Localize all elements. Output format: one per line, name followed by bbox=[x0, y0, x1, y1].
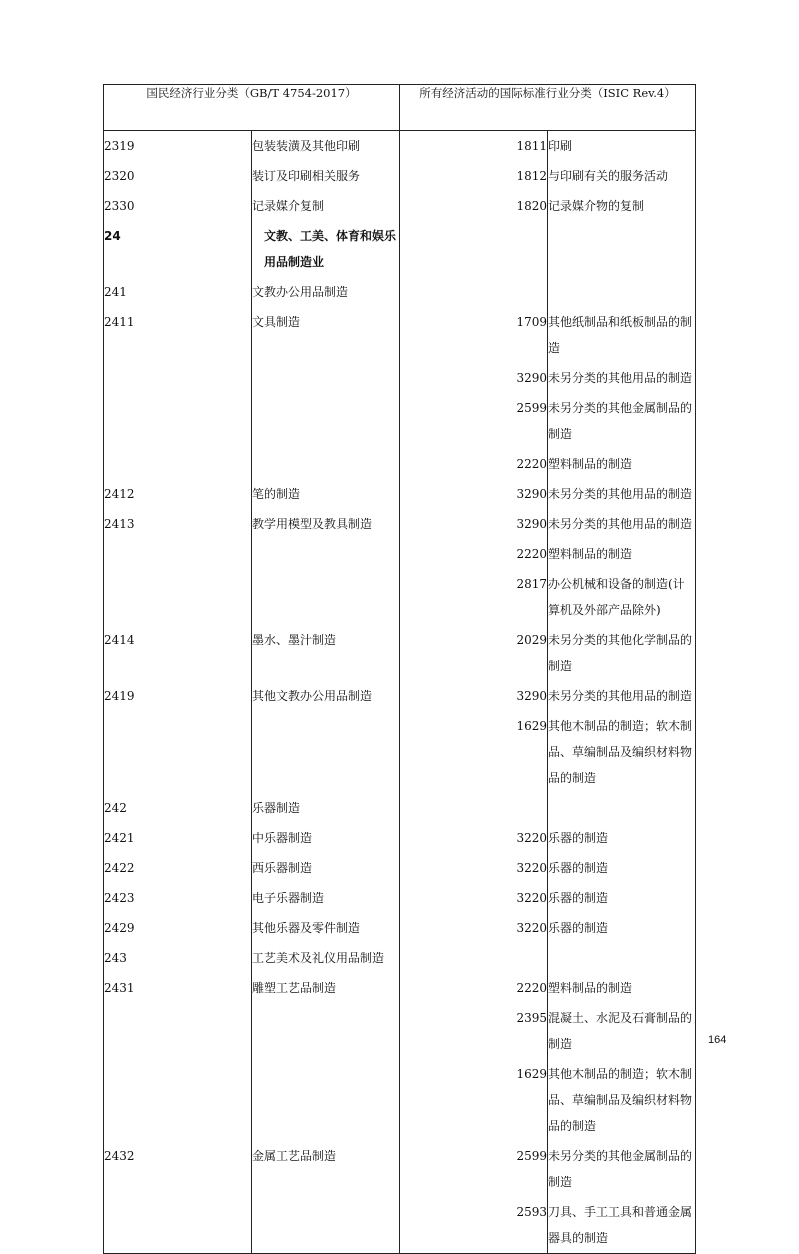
gbt-code-cell: 2414 bbox=[104, 625, 252, 681]
table-row bbox=[104, 307, 696, 363]
isic-name-cell bbox=[548, 793, 696, 823]
gbt-code-cell bbox=[104, 363, 252, 393]
isic-name-cell: 未另分类的其他金属制品的制造 bbox=[548, 401, 693, 441]
isic-code-cell: 3290 bbox=[400, 681, 548, 711]
isic-name-cell: 乐器的制造 bbox=[548, 861, 609, 875]
isic-header: 所有经济活动的国际标准行业分类（ISIC Rev.4） bbox=[400, 85, 696, 131]
gbt-name-cell: 装订及印刷相关服务 bbox=[252, 161, 400, 191]
isic-name-cell bbox=[548, 277, 696, 307]
isic-name-cell: 其他木制品的制造；软木制品、草编制品及编织材料物品的制造 bbox=[548, 719, 693, 785]
isic-name-cell: 其他木制品的制造；软木制品、草编制品及编织材料物品的制造 bbox=[548, 1067, 693, 1133]
gbt-header: 国民经济行业分类（GB/T 4754-2017） bbox=[104, 85, 400, 131]
isic-code-cell: 1709 bbox=[400, 307, 548, 363]
isic-code-cell: 2599 bbox=[400, 393, 548, 449]
page-number: 164 bbox=[708, 1034, 727, 1046]
gbt-name-cell bbox=[252, 1197, 400, 1254]
isic-code-cell bbox=[400, 221, 548, 277]
gbt-name-cell: 记录媒介复制 bbox=[252, 191, 400, 221]
gbt-name-cell: 乐器制造 bbox=[252, 793, 400, 823]
table-row bbox=[104, 191, 696, 221]
isic-name-cell: 印刷 bbox=[548, 139, 573, 153]
table-row bbox=[104, 161, 696, 191]
gbt-name-cell: 电子乐器制造 bbox=[252, 883, 400, 913]
isic-name-cell: 未另分类的其他用品的制造 bbox=[548, 487, 693, 501]
isic-name-cell bbox=[548, 221, 696, 277]
isic-code-cell: 1629 bbox=[400, 711, 548, 793]
isic-code-cell: 1629 bbox=[400, 1059, 548, 1141]
gbt-code-cell: 2411 bbox=[104, 307, 252, 363]
isic-code-cell: 1811 bbox=[400, 131, 548, 162]
table-body bbox=[104, 131, 696, 1254]
isic-code-cell: 2220 bbox=[400, 539, 548, 569]
table-row bbox=[104, 625, 696, 681]
gbt-code-cell bbox=[104, 393, 252, 449]
gbt-code-cell bbox=[104, 1003, 252, 1059]
table-header-row bbox=[104, 85, 696, 131]
isic-name-cell: 乐器的制造 bbox=[548, 921, 609, 935]
gbt-name-cell bbox=[252, 1003, 400, 1059]
table-row bbox=[104, 479, 696, 509]
isic-name-cell: 未另分类的其他用品的制造 bbox=[548, 517, 693, 531]
gbt-code-cell: 2419 bbox=[104, 681, 252, 711]
table-row bbox=[104, 509, 696, 539]
isic-code-cell: 3290 bbox=[400, 479, 548, 509]
gbt-code-cell: 2320 bbox=[104, 161, 252, 191]
table-row bbox=[104, 1197, 696, 1254]
gbt-code-cell: 241 bbox=[104, 277, 252, 307]
gbt-name-cell: 墨水、墨汁制造 bbox=[252, 625, 400, 681]
gbt-code-cell: 2330 bbox=[104, 191, 252, 221]
table-row bbox=[104, 681, 696, 711]
isic-code-cell: 2395 bbox=[400, 1003, 548, 1059]
gbt-name-cell: 金属工艺品制造 bbox=[252, 1141, 400, 1197]
gbt-name-cell: 笔的制造 bbox=[252, 479, 400, 509]
table-row bbox=[104, 793, 696, 823]
table-row bbox=[104, 853, 696, 883]
table-row bbox=[104, 569, 696, 625]
isic-code-cell: 2817 bbox=[400, 569, 548, 625]
isic-code-cell: 2029 bbox=[400, 625, 548, 681]
table-row bbox=[104, 539, 696, 569]
isic-name-cell: 乐器的制造 bbox=[548, 831, 609, 845]
gbt-code-cell: 2319 bbox=[104, 131, 252, 162]
isic-name-cell: 记录媒介物的复制 bbox=[548, 199, 645, 213]
table-row bbox=[104, 393, 696, 449]
isic-code-cell: 3220 bbox=[400, 913, 548, 943]
table-row bbox=[104, 973, 696, 1003]
table-row bbox=[104, 1003, 696, 1059]
gbt-name-cell: 其他乐器及零件制造 bbox=[252, 913, 400, 943]
isic-code-cell bbox=[400, 793, 548, 823]
gbt-code-cell: 2413 bbox=[104, 509, 252, 539]
gbt-code-cell bbox=[104, 1197, 252, 1254]
isic-name-cell: 其他纸制品和纸板制品的制造 bbox=[548, 315, 693, 355]
table-row bbox=[104, 221, 696, 277]
isic-code-cell: 1812 bbox=[400, 161, 548, 191]
isic-name-cell: 塑料制品的制造 bbox=[548, 547, 633, 561]
isic-name-cell: 未另分类的其他金属制品的制造 bbox=[548, 1149, 693, 1189]
gbt-code-cell: 243 bbox=[104, 943, 252, 973]
isic-code-cell: 1820 bbox=[400, 191, 548, 221]
isic-code-cell: 3220 bbox=[400, 883, 548, 913]
isic-name-cell: 未另分类的其他化学制品的制造 bbox=[548, 633, 693, 673]
table-row bbox=[104, 883, 696, 913]
gbt-name-cell bbox=[252, 449, 400, 479]
gbt-name-cell bbox=[252, 1059, 400, 1141]
gbt-code-cell: 2421 bbox=[104, 823, 252, 853]
isic-name-cell: 与印刷有关的服务活动 bbox=[548, 169, 669, 183]
table-row bbox=[104, 943, 696, 973]
gbt-code-cell: 2429 bbox=[104, 913, 252, 943]
isic-code-cell: 3220 bbox=[400, 853, 548, 883]
isic-name-cell: 未另分类的其他用品的制造 bbox=[548, 689, 693, 703]
isic-code-cell: 3290 bbox=[400, 509, 548, 539]
isic-name-cell: 刀具、手工工具和普通金属器具的制造 bbox=[548, 1205, 693, 1245]
table-row bbox=[104, 823, 696, 853]
isic-name-cell: 乐器的制造 bbox=[548, 891, 609, 905]
isic-name-cell: 办公机械和设备的制造(计算机及外部产品除外) bbox=[548, 577, 685, 617]
table-row bbox=[104, 1141, 696, 1197]
gbt-name-cell bbox=[252, 711, 400, 793]
gbt-name-cell: 西乐器制造 bbox=[252, 853, 400, 883]
gbt-code-cell bbox=[104, 539, 252, 569]
gbt-name-cell: 其他文教办公用品制造 bbox=[252, 681, 400, 711]
isic-name-cell: 塑料制品的制造 bbox=[548, 981, 633, 995]
isic-code-cell bbox=[400, 277, 548, 307]
gbt-name-cell: 文教、工美、体育和娱乐用品制造业 bbox=[252, 221, 400, 277]
isic-code-cell: 2593 bbox=[400, 1197, 548, 1254]
table-row bbox=[104, 1059, 696, 1141]
gbt-name-cell: 教学用模型及教具制造 bbox=[252, 509, 400, 539]
isic-code-cell: 2220 bbox=[400, 449, 548, 479]
gbt-code-cell: 2422 bbox=[104, 853, 252, 883]
isic-code-cell: 3220 bbox=[400, 823, 548, 853]
gbt-code-cell: 242 bbox=[104, 793, 252, 823]
table-row bbox=[104, 131, 696, 162]
table-row bbox=[104, 363, 696, 393]
isic-name-cell: 塑料制品的制造 bbox=[548, 457, 633, 471]
isic-name-cell: 混凝土、水泥及石膏制品的制造 bbox=[548, 1011, 693, 1051]
gbt-name-cell: 工艺美术及礼仪用品制造 bbox=[252, 943, 400, 973]
gbt-code-cell: 2431 bbox=[104, 973, 252, 1003]
gbt-name-cell: 雕塑工艺品制造 bbox=[252, 973, 400, 1003]
gbt-name-cell: 包装装潢及其他印刷 bbox=[252, 131, 400, 162]
gbt-code-cell bbox=[104, 1059, 252, 1141]
isic-name-cell bbox=[548, 943, 696, 973]
gbt-name-cell: 文具制造 bbox=[252, 307, 400, 363]
isic-code-cell: 2220 bbox=[400, 973, 548, 1003]
table-row bbox=[104, 277, 696, 307]
isic-code-cell: 3290 bbox=[400, 363, 548, 393]
isic-code-cell bbox=[400, 943, 548, 973]
gbt-name-cell: 中乐器制造 bbox=[252, 823, 400, 853]
gbt-code-cell: 2412 bbox=[104, 479, 252, 509]
table-row bbox=[104, 449, 696, 479]
gbt-code-cell: 24 bbox=[104, 221, 252, 277]
gbt-code-cell: 2432 bbox=[104, 1141, 252, 1197]
gbt-name-cell bbox=[252, 569, 400, 625]
table-row bbox=[104, 711, 696, 793]
gbt-code-cell bbox=[104, 449, 252, 479]
isic-name-cell: 未另分类的其他用品的制造 bbox=[548, 371, 693, 385]
gbt-name-cell: 文教办公用品制造 bbox=[252, 277, 400, 307]
gbt-name-cell bbox=[252, 539, 400, 569]
isic-code-cell: 2599 bbox=[400, 1141, 548, 1197]
gbt-code-cell: 2423 bbox=[104, 883, 252, 913]
gbt-name-cell bbox=[252, 363, 400, 393]
table-row bbox=[104, 913, 696, 943]
gbt-code-cell bbox=[104, 569, 252, 625]
classification-mapping-table bbox=[103, 84, 696, 1254]
gbt-code-cell bbox=[104, 711, 252, 793]
gbt-name-cell bbox=[252, 393, 400, 449]
